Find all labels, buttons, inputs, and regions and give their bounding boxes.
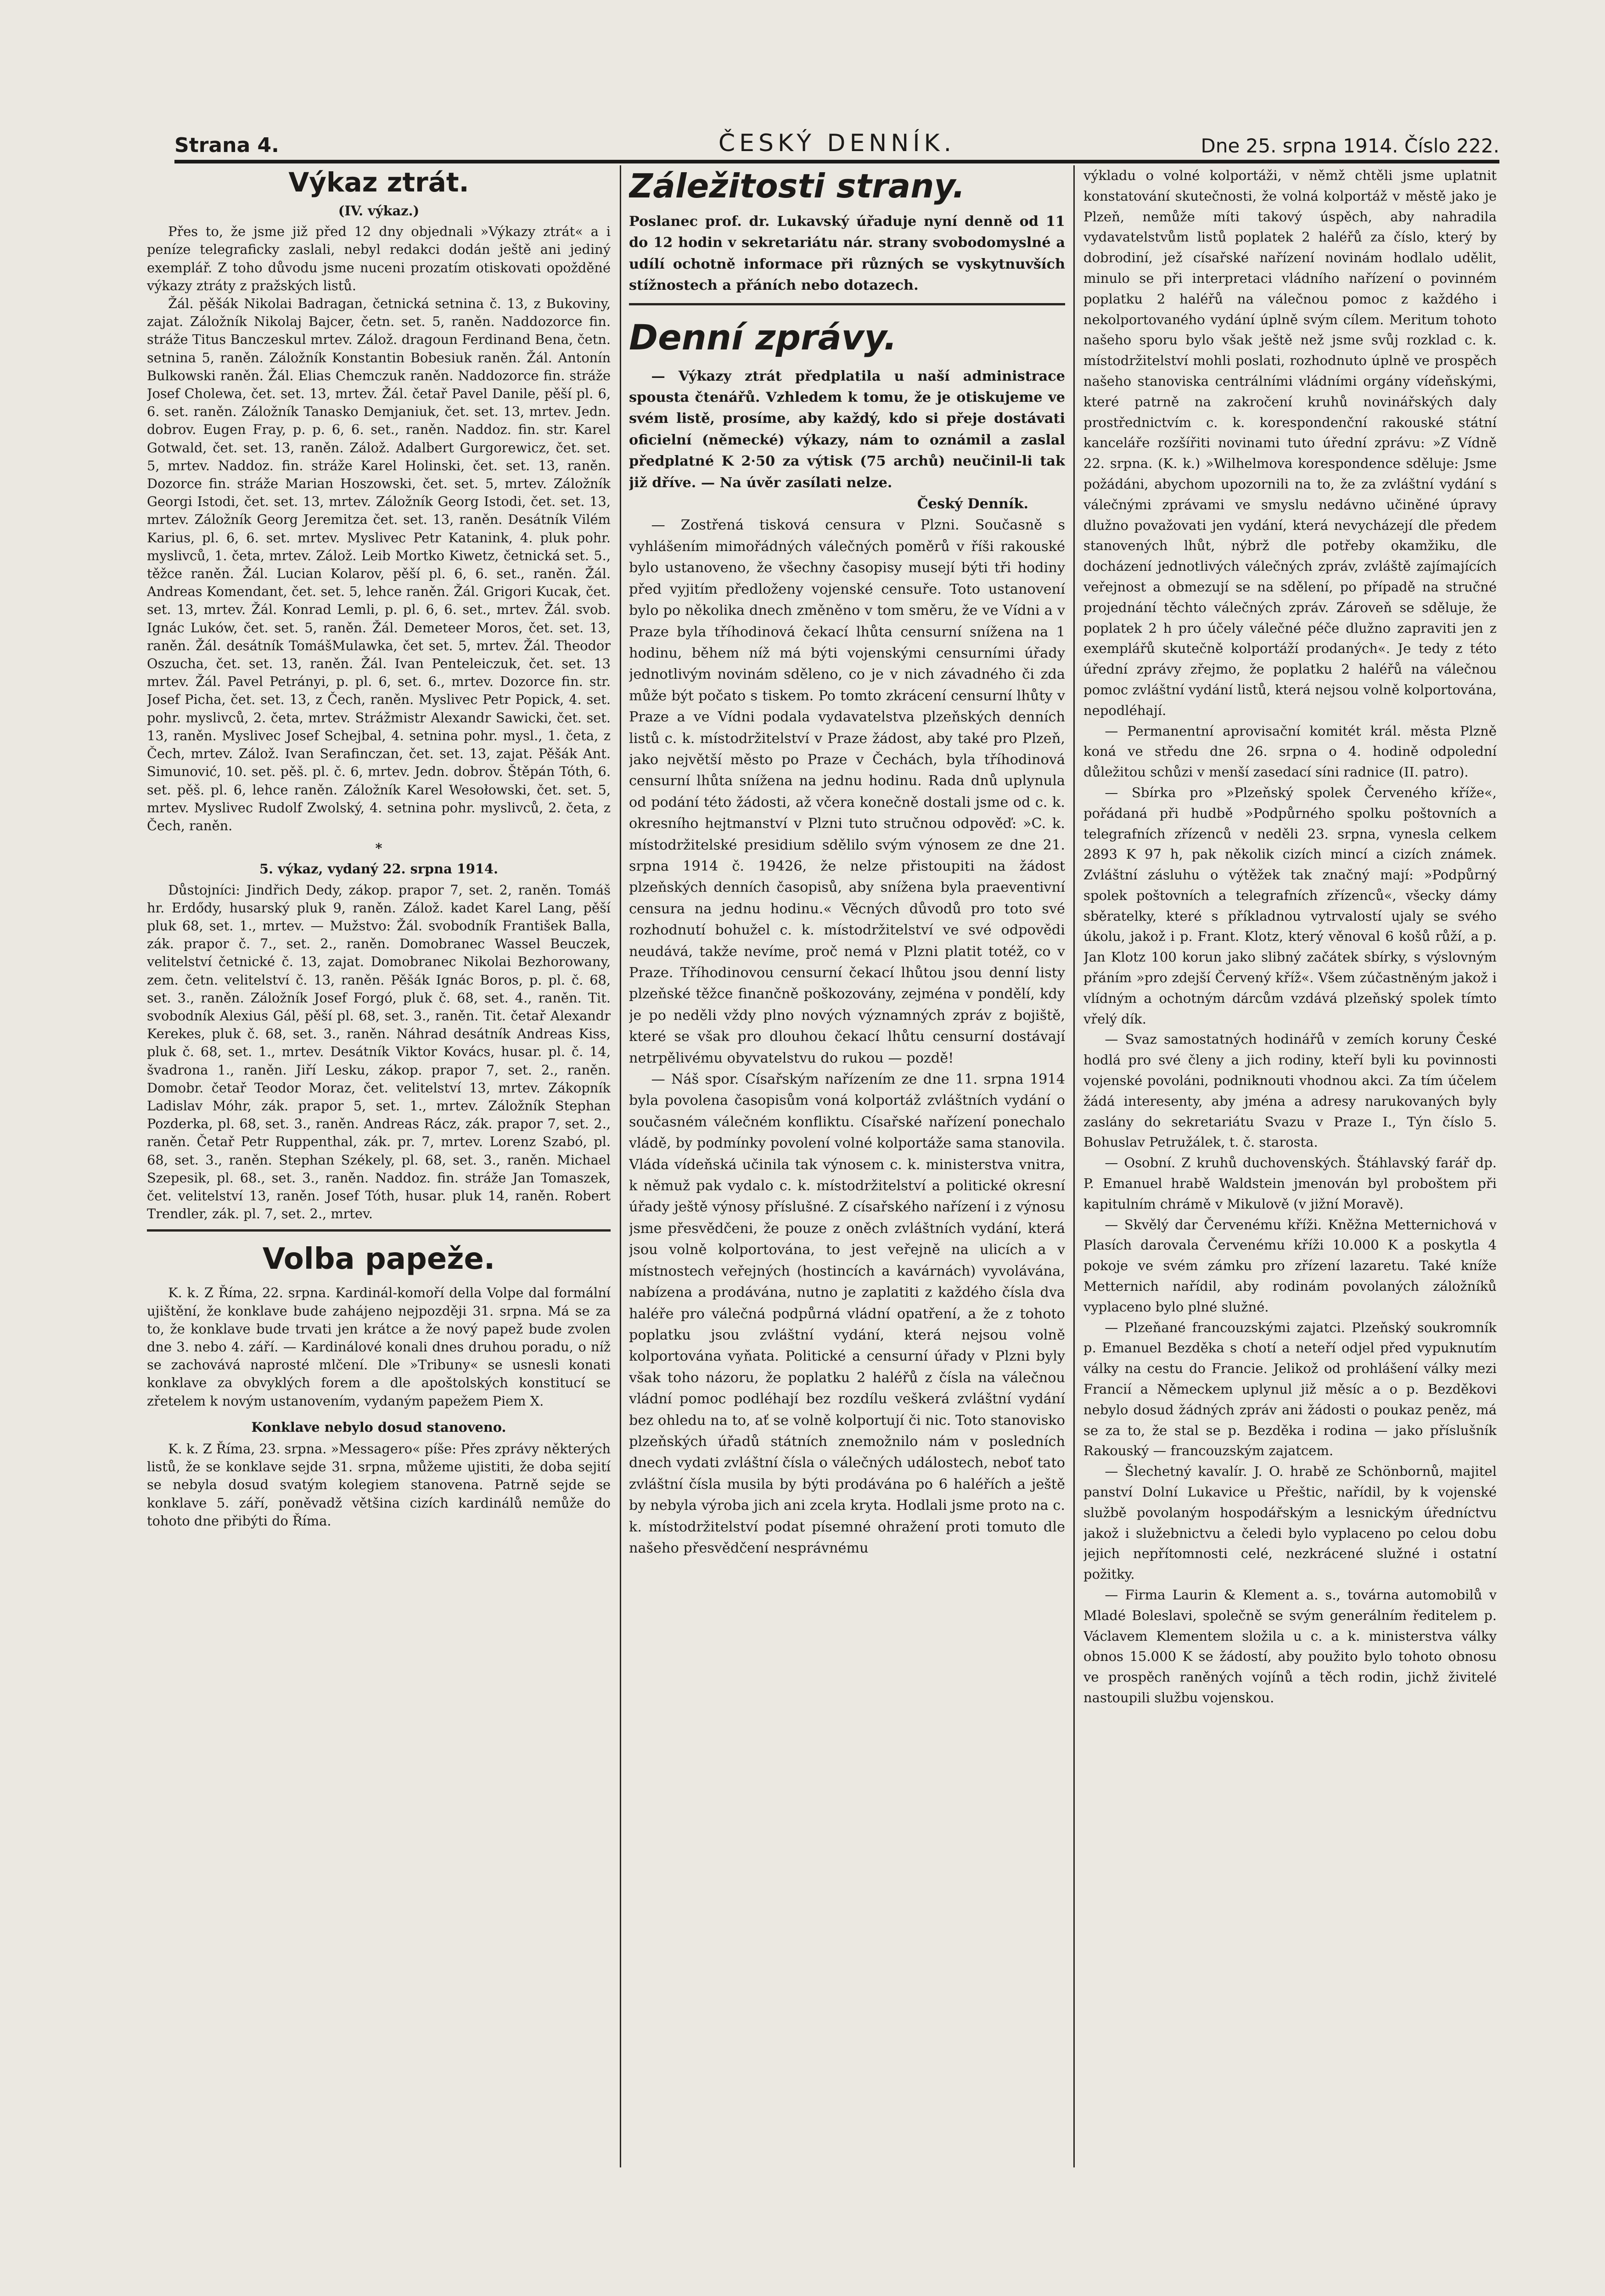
pope-election-title: Volba papeže.	[262, 1242, 495, 1277]
column-rule-1	[620, 165, 621, 2167]
party-affairs-paragraph: Poslanec prof. dr. Lukavský úřaduje nyní denně od 11 do 12 hodin v sekretariátu nár. strany svobodomyslné a udílí ochotně informace při různých se vyskytnuvších stížnostech a přáních nebo dotazech.	[629, 214, 1065, 294]
column-3	[1083, 165, 1497, 2204]
news-paragraph: výkladu o volné kolportáži, v němž chtěli jsme uplatnit konstatování skutečnosti, že volná kolportáž v městě jako je Plzeň, nemůže míti takový úspěch, aby nahradila vydavatelstvům listů poplatek 2 haléřů za číslo, který by dobrodiní, jež císařské nařízení novinám hodlalo udělit, minulo se při interpretaci vládního nařízení o povinném poplatku 2 haléřů na válečnou pomoc z každého i nekolportovaného vydání úplně svým cílem. Meritum tohoto našeho sporu bylo však ještě než jsme svůj rozklad c. k. místodržitelství mohli poslati, rozhodnuto úplně ve prospěch našeho stanoviska centrálními vládními orgány vídeňskými, které patrně na zakročení kruhů novinářských daly prostřednictvím c. k. korespondenční rakouské státní kanceláře rozšířiti novinami tuto úřední zprávu: »Z Vídně 22. srpna. (K. k.) »Wilhelmova korespondence sděluje: Jsme požádáni, abychom upozornili na to, že za zvláštní vydání s válečnými zprávami ve smyslu nedávno učiněné úpravy dlužno považovati jen vydání, která nevycházejí dle předem stanovených lhůt, nýbrž dle potřeby okamžiku, dle docházení jednotlivých válečných zpráv, zvláště zajímajících veřejnost a obmezují se na sdělení, po případě na stručné projednání těchto válečných zpráv. Zároveň se sděluje, že poplatek 2 h pro účely válečné péče dlužno zapraviti jen z exemplářů skutečně kolportáží prodaných«. Je tedy z této úřední zprávy zřejmo, že poplatku 2 haléřů na válečnou pomoc zvláštní vydání listů, která nejsou volně kolportována, nepodléhají.	[1083, 168, 1497, 718]
article-paragraph: Přes to, že jsme již před 12 dny objednali »Výkazy ztrát« a i peníze telegraficky zaslali, nebyl redakci dodán ještě ani jediný exemplář. Z toho důvodu jsme nuceni prozatím otiskovati opožděné výkazy ztráty z pražských listů.	[147, 224, 611, 293]
list5-text: Důstojníci: Jindřich Dedy, zákop. prapor 7, set. 2, raněn. Tomáš hr. Erdődy, husarský pluk 9, raněn. Zálož. kadet Karel Lang, pěší pluk 68, set. 1., mrtev. — Mužstvo: Žál. svobodník František Balla, zák. prapor č. 7., set. 2., raněn. Domobranec Wassel Beuczek, velitelství četnické č. 13, zajat. Domobranec Nikolai Bezhorowany, zem. četn. velitelství č. 13, raněn. Pěšák Ignác Boros, p. pl. č. 68, set. 3., raněn. Záložník Josef Forgó, pluk č. 68, set. 4., raněn. Tit. svobodník Alexius Gál, pěší pl. 68, set. 3., raněn. Tit. četař Alexandr Kerekes, pluk č. 68, set. 3., raněn. Náhrad desátník Andreas Kiss, pluk č. 68, set. 1., mrtev. Desátník Viktor Kovács, husar. pl. č. 14, švadrona 1., raněn. Jiří Lesku, zákop. prapor 7, set. 2., raněn. Domobr. četař Teodor Moraz, čet. velitelství 13, mrtev. Zákopník Ladislav Móhr, zák. prapor 5, set. 1., mrtev. Záložník Stephan Pozderka, pl. 68, set. 3., raněn. Andreas Rácz, zák. prapor 7, set. 2., raněn. Četař Petr Ruppenthal, zák. pr. 7, mrtev. Lorenz Szabó, pl. 68, set. 3., raněn. Stephan Székely, pl. 68, set. 3., raněn. Michael Szepesik, pl. 68., set. 3., raněn. Naddoz. fin. stráže Jan Tomaszek, čet. velitelství 13, raněn. Josef Tóth, husar. pluk 14, raněn. Robert Trendler, zák. pl. 7, set. 2., mrtev.	[147, 882, 611, 1222]
column-2	[629, 165, 1065, 2195]
news-paragraph: — Skvělý dar Červenému kříži. Kněžna Metternichová v Plasích darovala Červenému kříži 10.000 K a poskytla 4 pokoje ve svém zámku pro zřízení lazaretu. Také kníže Metternich nařídil, aby rodinám povolaných záložníků vyplaceno bylo plné služné.	[1083, 1216, 1497, 1315]
pope-election-paragraph: K. k. Z Říma, 22. srpna. Kardinál-komoří della Volpe dal formální ujištění, že konklave bude zahájeno nejpozději 31. srpna. Má se za to, že konklave bude trvati jen krátce a že nový papež bude zvolen dne 3. nebo 4. září. — Kardinálové konali dnes druhou poradu, o níž se zachovává naprosté mlčení. Dle »Tribuny« se usnesli konati konklave za obvyklých forem a dle apoštolských konstitucí se zřetelem k novým ustanovením, vydaným papežem Piem X.	[147, 1285, 611, 1409]
party-affairs-title: Záležitosti strany.	[629, 167, 965, 205]
casualty-list-subtitle: (IV. výkaz.)	[338, 203, 420, 219]
news-paragraph: — Šlechetný kavalír. J. O. hrabě ze Schönbornů, majitel panství Dolní Lukavice u Přeštic, nařídil, by k vojenské službě povolaným hospodářským a lesnickým úředníctvu jakož i služebnictvu a čeledi bylo vyplaceno po celou dobu jejich nepřítomnosti celé, nezkrácené služné i ostatní požitky.	[1083, 1463, 1497, 1582]
masthead: ČESKÝ DENNÍK.	[718, 129, 956, 157]
news-paragraph: — Osobní. Z kruhů duchovenských. Štáhlavský farář dp. P. Emanuel hrabě Waldstein jmenován byl proboštem při kapitulním chrámě v Mikulově (v jižní Moravě).	[1083, 1155, 1497, 1212]
divider	[629, 303, 1065, 305]
conclave-subhead: Konklave nebylo dosud stanoveno.	[251, 1419, 506, 1435]
conclave-paragraph: K. k. Z Říma, 23. srpna. »Messagero« píše: Přes zprávy některých listů, že se konklave sejde 31. srpna, můžeme ujistiti, že doba sejití se nebyla dosud svatým kolegiem stanovena. Patrně sejde se konklave 5. září, poněvadž většina cizích kardinálů nemůže do tohoto dne přibýti do Říma.	[147, 1441, 611, 1529]
news-paragraph: — Firma Laurin & Klement a. s., továrna automobilů v Mladé Boleslavi, společně se svým generálním ředitelem p. Václavem Klementem složila u c. a k. ministerstva války obnos 15.000 K se žádostí, aby použito bylo tohoto obnosu ve prospěch raněných vojínů a těch rodin, jichž živitelé nastoupili službu vojenskou.	[1083, 1587, 1497, 1705]
page-number: Strana 4.	[174, 134, 279, 157]
news-paragraph: — Svaz samostatných hodinářů v zemích koruny České hodlá pro své členy a jich rodiny, kteří byli ku povinnosti vojenské povoláni, podniknouti vhodnou akci. Za tím účelem žádá interesenty, aby jména a adresy narukovaných byly zaslány do sekretariátu Svazu v Praze I., Týn číslo 5. Bohuslav Petružálek, t. č. starosta.	[1083, 1031, 1497, 1150]
casualty-list-title: Výkaz ztrát.	[288, 167, 469, 198]
notice-signature: Český Denník.	[917, 496, 1028, 512]
casualty-list-text: Žál. pěšák Nikolai Badragan, četnická setnina č. 13, z Bukoviny, zajat. Záložník Nikolaj Bajcer, četn. set. 5, raněn. Naddozorce fin. stráže Titus Banczeskul mrtev. Zálož. dragoun Ferdinand Bena, četn. setnina 5, raněn. Záložník Konstantin Bobesiuk raněn. Žál. Antonín Bulkowski raněn. Žál. Elias Chemczuk raněn. Naddozorce fin. stráže Josef Cholewa, čet. set. 13, mrtev. Žál. četař Pavel Danile, pěší pl. 6, 6. set. raněn. Záložník Tanasko Demjaniuk, čet. set. 13, mrtev. Jedn. dobrov. Eugen Fray, p. p. 6, 6. set., raněn. Naddoz. fin. str. Karel Gotwald, čet. set. 13, raněn. Zálož. Adalbert Gurgorewicz, čet. set. 5, mrtev. Naddoz. fin. stráže Karel Holinski, čet. set. 13, raněn. Dozorce fin. stráže Marian Hoszowski, čet. set. 5, mrtev. Záložník Georgi Istodi, čet. set. 13, mrtev. Záložník Georg Istodi, čet. set. 13, mrtev. Záložník Georg Jeremitza čet. set. 13, raněn. Desátník Vilém Karius, pl. 6, 6. set. mrtev. Myslivec Petr Katanink, 4. pluk pohr. myslivců, 1. četa, mrtev. Zálož. Leib Mortko Kiwetz, četnická set. 5., těžce raněn. Žál. Lucian Kolarov, pěší pl. 6, 6. set., raněn. Žál. Andreas Komendant, čet. set. 5, lehce raněn. Žál. Grigori Kucak, čet. set. 13, mrtev. Žál. Konrad Lemli, p. pl. 6, 6. set., mrtev. Žál. svob. Ignác Luków, čet. set. 5, raněn. Žál. Demeteer Moros, čet. set. 13, raněn. Žál. desátník TomášMulawka, čet set. 5, mrtev. Žál. Theodor Oszucha, čet. set. 13, raněn. Žál. Ivan Penteleiczuk, čet. set. 13 mrtev. Žál. Pavel Petrányi, p. pl. 6, set. 6., mrtev. Dozorce fin. str. Josef Picha, čet. set. 13, z Čech, raněn. Myslivec Petr Popick, 4. set. pohr. myslivců, 2. četa, mrtev. Strážmistr Alexandr Sawicki, čet. set. 13, raněn. Myslivec Josef Schejbal, 4. setnina pohr. mysl., 1. četa, z Čech, mrtev. Zálož. Ivan Serafinczan, čet. set. 13, zajat. Pěšák Ant. Simunović, 10. set. pěš. pl. č. 6, mrtev. Jedn. dobrov. Štěpán Tóth, 6. set. pěš. pl. 6, lehce raněn. Záložník Karel Wesołowski, čet. set. 5, mrtev. Myslivec Rudolf Zwolský, 4. setnina pohr. myslivců, 2. četa, z Čech, raněn.	[147, 296, 611, 833]
section-separator: *	[375, 840, 382, 856]
news-paragraph: — Plzeňané francouzskými zajatci. Plzeňský soukromník p. Emanuel Bezděka s chotí a neteří odjel před vypuknutím války na cestu do Francie. Jelikož od prohlášení války mezi Francií a Německem uplynul již měsíc a o p. Bezděkovi nebylo dosud žádných zpráv ani žádosti o poukaz peněz, má se za to, že stal se p. Bezděka i rodina — jako příslušník Rakouský — francouzským zajatcem.	[1083, 1319, 1497, 1459]
daily-news-title: Denní zprávy.	[629, 316, 897, 358]
column-1	[147, 165, 611, 2200]
news-paragraph: — Permanentní aprovisační komitét král. města Plzně koná ve středu dne 26. srpna o 4. hodině odpolední důležitou schůzi v menší zasedací síni radnice (II. patro).	[1083, 723, 1497, 780]
issue-date: Dne 25. srpna 1914. Číslo 222.	[1201, 135, 1499, 157]
list5-title: 5. výkaz, vydaný 22. srpna 1914.	[259, 861, 498, 877]
news-paragraph: — Náš spor. Císařským nařízením ze dne 11. srpna 1914 byla povolena časopisům voná kolportáž zvláštních vydání o současném válečném konfliktu. Císařské nařízení ponechalo vládě, by podmínky povolení volné kolportáže sama stanovila. Vláda vídeňská učinila tak výnosem c. k. ministerstva vnitra, k němuž pak vydalo c. k. místodržitelství a politické okresní úřady ještě výnosy příslušné. Z císařského nařízení i z výnosu jsme přesvědčeni, že pouze z oněch zvláštních vydání, která jsou volně kolportována, to jest veřejně na ulicích a v místnostech veřejných (hostincích a kavárnách) vyvolávána, nabízena a prodávána, nutno je zaplatiti z každého čísla dva haléře pro válečná podpůrná vládní opatření, a že z tohoto poplatku jsou zvláštní vydání, která nejsou volně kolportována vyňata. Politické a censurní úřady v Plzni byly však toho názoru, že poplatku 2 haléřů z čísla na válečnou vládní pomoc podléhají bez rozdílu veškerá zvláštní vydání bez ohledu na to, ať se volně kolportují či nic. Toto stanovisko plzeňských úřadů státních znemožnilo nám v posledních dnech vydati zvláštní čísla o válečných událostech, neboť tato zvláštní čísla musila by býti prodávána po 6 haléřích a ještě by nebyla výroba jich ani zcela kryta. Hodlali jsme proto na c. k. místodržitelství podat písemné ohražení proti tomuto dle našeho přesvědčení nesprávnému	[629, 1071, 1065, 1556]
news-paragraph: — Sbírka pro »Plzeňský spolek Červeného kříže«, pořádaná při hudbě »Podpůrného spolku poštovních a telegrafních zřízenců v neděli 23. srpna, vynesla celkem 2893 K 97 h, pak několik cizích mincí a cizích známek. Zvláštní zásluhu o výtěžek tak značný mají: »Podpůrný spolek poštovních a telegrafních zřízenců«, všecky dámy sběratelky, které s příkladnou vytrvalostí ujaly se svého úkolu, jakož i p. Frant. Klotz, který věnoval 6 košů růží, a p. Jan Klotz 100 korun jako slibný začátek sbírky, s výslovným přáním »pro zdejší Červený kříž«. Všem zúčastněným jakož i vlídným a ochotným dárcům vzdává plzeňský spolek tímto vřelý dík.	[1083, 784, 1497, 1027]
column-rule-2	[1073, 165, 1075, 2167]
divider	[147, 1229, 611, 1232]
page-header	[174, 123, 1499, 163]
news-paragraph: — Zostřená tisková censura v Plzni. Současně s vyhlášením mimořádných válečných poměrů v říši rakouské bylo ustanoveno, že všechny časopisy musejí býti tři hodiny před vyjitím předloženy vojenské censuře. Toto ustanovení bylo po několika dnech změněno v tom směru, že ve Vídni a v Praze byla tříhodinová čekací lhůta censurní snížena na 1 hodinu, během níž má býti vojenskými censurními úřady jednotlivým novinám sděleno, co je v nich závadného či zda může být počato s tiskem. Po tomto zkrácení censurní lhůty v Praze a ve Vídni podala vydavatelstva plzeňských denních listů c. k. místodržitelství v Praze žádost, aby také pro Plzeň, jako největší město po Praze v Čechách, byla tříhodinová censurní lhůta snížena na jednu hodinu. Rada dnů uplynula od podání této žádosti, až včera konečně dostali jsme od c. k. okresního hejtmanství v Plzni tuto stručnou odpověď: »C. k. místodržitelské presidium sdělilo svým výnosem ze dne 21. srpna 1914 č. 19426, že nelze přistoupiti na žádost plzeňských denních časopisů, aby snížena byla praeventivní censura na jednu hodinu.« Věcných důvodů pro toto své rozhodnutí bohužel c. k. místodržitelství ve své odpovědi neudává, takže nevíme, proč nemá v Plzni platit totéž, co v Praze. Tříhodinovou censurní čekací lhůtou jsou denní listy plzeňské těžce finančně poškozovány, zejména v pondělí, kdy je po neděli vždy plno nových významných zpráv z bojiště, které se však pro dlouhou čekací lhůtu censurní dostávají netrpělivému obyvatelstvu do rukou — pozdě!	[629, 517, 1065, 1066]
subscription-notice: — Výkazy ztrát předplatila u naší administrace spousta čtenářů. Vzhledem k tomu, že je otiskujeme ve svém listě, prosíme, aby každý, kdo si přeje dostávati oficielní (německé) výkazy, nám to oznámil a zaslal předplatné K 2·50 za výtisk (75 archů) neučinil-li tak již dříve. — Na úvěr zasílati nelze.	[629, 368, 1065, 491]
